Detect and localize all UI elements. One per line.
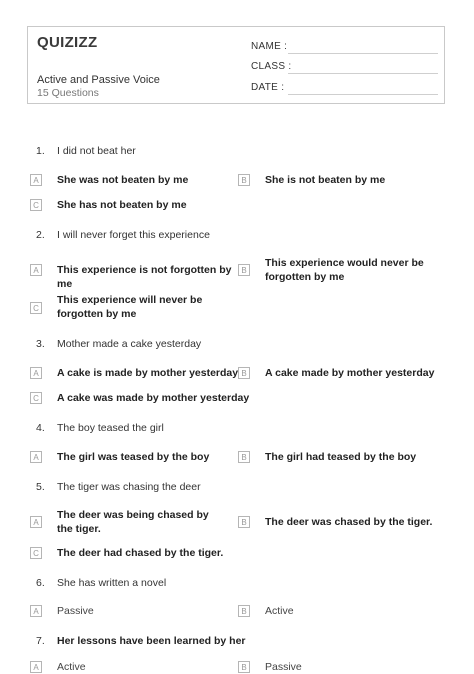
option-2a: This experience is not forgotten by me [57,264,232,290]
option-box-5c: C [30,547,42,559]
question-5-number: 5. [36,481,45,493]
name-label: NAME : [251,41,288,52]
name-line [288,53,438,54]
question-6-number: 6. [36,577,45,589]
question-1-text: I did not beat her [57,145,136,157]
question-3-text: Mother made a cake yesterday [57,338,202,350]
question-4-number: 4. [36,422,45,434]
option-box-2c: C [30,302,42,314]
question-7-text: Her lessons have been learned by her [57,635,246,647]
option-3c: A cake was made by mother yesterday [57,392,250,404]
question-2-number: 2. [36,229,45,241]
option-2c: This experience will never be forgotten by me [57,294,203,320]
option-box-3b: B [238,367,250,379]
question-count: 15 Questions [37,87,99,99]
option-box-7a: A [30,661,42,673]
option-box-3a: A [30,367,42,379]
question-6-text: She has written a novel [57,577,167,589]
option-4a: The girl was teased by the boy [57,451,210,463]
option-box-5a: A [30,516,42,528]
question-3-number: 3. [36,338,45,350]
question-1-number: 1. [36,145,45,157]
option-box-7b: B [238,661,250,673]
option-5c: The deer had chased by the tiger. [57,547,224,559]
option-box-5b: B [238,516,250,528]
question-4-text: The boy teased the girl [57,422,164,434]
option-5a: The deer was being chased by the tiger. [57,509,209,535]
date-line [288,94,438,95]
option-box-2b: B [238,264,250,276]
option-3b: A cake made by mother yesterday [265,367,435,379]
question-5-text: The tiger was chasing the deer [57,481,201,493]
option-1b: She is not beaten by me [265,174,386,186]
option-box-6b: B [238,605,250,617]
option-7a: Active [57,661,86,673]
option-box-6a: A [30,605,42,617]
option-1a: She was not beaten by me [57,174,189,186]
option-4b: The girl had teased by the boy [265,451,417,463]
option-1c: She has not beaten by me [57,199,187,211]
option-box-3c: C [30,392,42,404]
quizizz-logo: QUIZIZZ [37,34,98,51]
option-box-1a: A [30,174,42,186]
class-label: CLASS : [251,61,292,72]
worksheet-header [27,26,445,104]
option-6b: Active [265,605,294,617]
option-3a: A cake is made by mother yesterday [57,367,239,379]
option-box-1b: B [238,174,250,186]
option-6a: Passive [57,605,94,617]
option-box-2a: A [30,264,42,276]
option-box-4b: B [238,451,250,463]
question-2-text: I will never forget this experience [57,229,210,241]
option-5b: The deer was chased by the tiger. [265,516,433,528]
option-7b: Passive [265,661,302,673]
worksheet-title: Active and Passive Voice [37,74,160,86]
option-2b: This experience would never be forgotten by me [265,257,424,283]
question-7-number: 7. [36,635,45,647]
date-label: DATE : [251,82,285,93]
class-line [288,73,438,74]
option-box-1c: C [30,199,42,211]
option-box-4a: A [30,451,42,463]
